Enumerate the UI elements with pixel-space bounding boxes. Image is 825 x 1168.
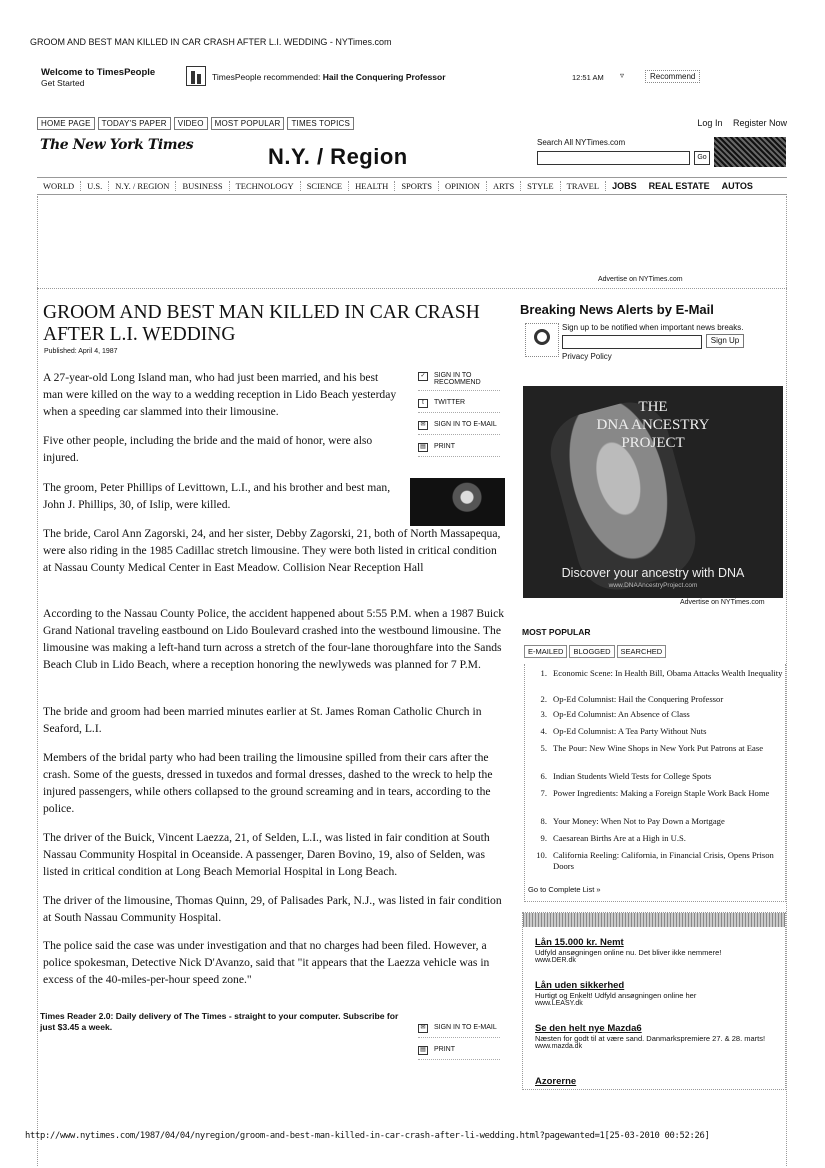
search-input[interactable] [537, 151, 690, 165]
nav-video[interactable]: VIDEO [174, 117, 208, 130]
text-ad-desc: Næsten for godt til at være sand. Danmarkspremiere 27. & 28. marts! [535, 1034, 766, 1043]
get-started-link[interactable]: Get Started [41, 78, 85, 88]
tab-searched[interactable]: SEARCHED [617, 645, 667, 658]
timespeople-welcome[interactable]: Welcome to TimesPeople [41, 67, 156, 78]
most-popular-list: 1. Economic Scene: In Health Bill, Obama Attacks Wealth Inequality 2. Op-Ed Columnist: Hail the Conquering Professor 3. Op-Ed Columnist: An Absence of Class 4. Op-Ed Columnist: A Tea Party Without Nuts 5. The Pour: New Wine Shops in New York Put Patrons at Ease 6. Indian Students Wield Tests for College Spots 7. Power Ingredients: Making a Foreign Staple Work Back Home 8. Your Money: When Not to Pay Down a Mortgage 9. Caesarean Births Are at a High in U.S. 10. California Reeling: California, in Financial Crisis, Opens Prison Doors [524, 664, 786, 902]
article-paragraph: The bride and groom had been married minutes earlier at St. James Roman Catholic Church in Seaford, L.I. [43, 705, 482, 735]
dna-ancestry-ad[interactable] [523, 386, 783, 598]
article-paragraph: The groom, Peter Phillips of Levittown, L.I., and his brother and best man, John J. Phillips, 30, of Islip, were killed. [43, 481, 391, 511]
nav-technology[interactable]: TECHNOLOGY [230, 181, 301, 191]
section-title[interactable]: N.Y. / Region [268, 144, 408, 169]
recommended-prefix: TimesPeople recommended: [212, 72, 321, 82]
nav-business[interactable]: BUSINESS [176, 181, 229, 191]
nav-sports[interactable]: SPORTS [395, 181, 439, 191]
email-tool-label: SIGN IN TO E-MAIL [434, 1024, 497, 1031]
email-tool-label: SIGN IN TO E-MAIL [434, 421, 497, 428]
recommended-title-link[interactable]: Hail the Conquering Professor [322, 72, 446, 82]
nav-us[interactable]: U.S. [81, 181, 109, 191]
printer-icon: ▤ [418, 443, 428, 452]
email-input[interactable] [562, 335, 702, 349]
text-ad[interactable] [535, 1023, 780, 1050]
advertise-link-right[interactable]: Advertise on NYTimes.com [680, 599, 765, 606]
article-paragraph: The driver of the Buick, Vincent Laezza, 21, of Selden, L.I., was listed in fair condition at South Nassau Community Hospital in Oceanside. A passenger, Daren Bovino, 19, also of Selden, was listed in critical condition at Long Beach Memorial Hospital in Long Beach. [43, 831, 490, 878]
timespeople-bar [36, 64, 786, 90]
register-link[interactable]: Register Now [732, 118, 787, 128]
email-tool[interactable] [418, 1024, 500, 1038]
search-label: Search All NYTimes.com [537, 138, 626, 147]
breaking-alerts-title: Breaking News Alerts by E-Mail [520, 302, 714, 317]
text-ad-title[interactable]: Lån 15.000 kr. Nemt [535, 937, 624, 948]
recommend-tool-label: SIGN IN TO RECOMMEND [434, 372, 481, 386]
timespeople-time: 12:51 AM [572, 73, 604, 82]
article-paragraph: Members of the bridal party who had been trailing the limousine spilled from their cars after the crash. Some of the guests, dressed in tuxedos and formal dresses, dashed to the wreck to help the injured passengers, while others collapsed to the ground screaming and in tears, according to the police. [43, 751, 493, 815]
auth-links [689, 118, 787, 128]
published-date: Published: April 4, 1987 [44, 348, 118, 355]
text-ad-title[interactable]: Lån uden sikkerhed [535, 980, 625, 991]
top-nav [37, 117, 357, 130]
article-tools [418, 372, 500, 465]
footer-url: http://www.nytimes.com/1987/04/04/nyregion/groom-and-best-man-killed-in-car-crash-after-li-wedding.html?pagewanted=1[25-03-2010 00:52:26] [25, 1131, 710, 1141]
print-tool-label: PRINT [434, 443, 455, 450]
article-paragraph: According to the Nassau County Police, the accident happened about 5:55 P.M. when a 1987 Buick Grand National traveling eastbound on Lido Boulevard crashed into the westbound limousine. The limousine was making a left-hand turn across a stretch of the four-lane thoroughfare into the Sands Beach Club in Lido Beach, where a reception honoring the newlyweds was planned for 7 P.M. [43, 607, 505, 671]
twitter-tool-label: TWITTER [434, 399, 466, 406]
text-ad[interactable] [535, 1076, 780, 1087]
nav-style[interactable]: STYLE [521, 181, 560, 191]
privacy-policy-link[interactable]: Privacy Policy [562, 352, 612, 361]
ad-tagline: Discover your ancestry with DNA [561, 566, 745, 580]
advertise-link-top[interactable]: Advertise on NYTimes.com [598, 276, 683, 283]
article-paragraph: The bride, Carol Ann Zagorski, 24, and her sister, Debby Zagorski, 21, both of North Massapequa, were also riding in the 1985 Cadillac stretch limousine. They were both listed in critical condition at Nassau County Medical Center in East Meadow. Collision Near Reception Hall [43, 527, 501, 574]
nav-travel[interactable]: TRAVEL [561, 181, 606, 191]
page-border-left [37, 196, 38, 1166]
article-paragraph: A 27-year-old Long Island man, who had just been married, and his best man were killed on the way to a wedding reception in Lido Beach yesterday when a speeding car slammed into their limousine. [43, 371, 397, 418]
text-ad-url[interactable]: www.DER.dk [535, 957, 576, 964]
nav-autos[interactable]: AUTOS [721, 181, 753, 191]
ad-url: www.DNAAncestryProject.com [608, 582, 698, 589]
checkbox-icon: ✓ [418, 372, 428, 381]
article-paragraph: Five other people, including the bride and the maid of honor, were also injured. [43, 434, 373, 464]
print-page-title: GROOM AND BEST MAN KILLED IN CAR CRASH AFTER L.I. WEDDING - NYTimes.com [30, 37, 392, 47]
ad-title-line: DNA ANCESTRY [596, 417, 710, 433]
article-paragraph: The police said the case was under investigation and that no charges had been filed. However, a police spokesman, Detective Nick D'Avanzo, said that "it appears that the Laezza vehicle was in excess of the 40-miles-per-hour speed zone." [43, 939, 490, 986]
complete-list-link[interactable]: Go to Complete List » [528, 885, 601, 894]
nav-real-estate[interactable]: REAL ESTATE [648, 181, 710, 191]
most-popular-tabs [524, 645, 668, 658]
chevron-down-icon[interactable]: ▿ [620, 71, 625, 80]
masthead-ad-image[interactable] [714, 137, 786, 167]
text-ad[interactable] [535, 937, 780, 964]
text-ad-desc: Udfyld ansøgningen online nu. Det bliver ikke nemmere! [535, 948, 722, 957]
text-ad[interactable] [535, 980, 780, 1007]
tab-emailed[interactable]: E-MAILED [524, 645, 567, 658]
nav-jobs[interactable]: JOBS [612, 181, 637, 191]
text-ad-title[interactable]: Azorerne [535, 1076, 577, 1087]
article-thumbnail[interactable] [410, 478, 505, 526]
article-headline: GROOM AND BEST MAN KILLED IN CAR CRASH AFTER L.I. WEDDING [43, 302, 480, 345]
twitter-tool[interactable] [418, 399, 500, 413]
nav-todays-paper[interactable]: TODAY'S PAPER [98, 117, 171, 130]
alert-clock-icon [525, 323, 559, 357]
timespeople-icon [186, 66, 206, 86]
signup-button[interactable]: Sign Up [706, 334, 744, 348]
most-popular-title: MOST POPULAR [522, 627, 591, 637]
signup-description: Sign up to be notified when important news breaks. [562, 323, 744, 332]
envelope-icon: ✉ [418, 421, 428, 430]
email-tool[interactable] [418, 421, 500, 435]
times-reader-promo[interactable]: Times Reader 2.0: Daily delivery of The Times - straight to your computer. Subscribe for just $3.45 a week. [40, 1011, 399, 1032]
nav-world[interactable]: WORLD [37, 181, 81, 191]
nyt-logo[interactable]: The New York Times [40, 137, 194, 153]
print-tool[interactable] [418, 443, 500, 457]
article-tools-bottom [418, 1024, 500, 1068]
twitter-icon: t [418, 399, 428, 408]
nav-opinion[interactable]: OPINION [439, 181, 487, 191]
nav-arts[interactable]: ARTS [487, 181, 521, 191]
search-go-button[interactable]: Go [694, 151, 710, 165]
ad-title-line: THE [638, 399, 668, 415]
nav-health[interactable]: HEALTH [349, 181, 395, 191]
tab-blogged[interactable]: BLOGGED [569, 645, 614, 658]
divider [37, 288, 787, 289]
text-ad-url[interactable]: www.LEASY.dk [535, 1000, 583, 1007]
print-tool[interactable] [418, 1046, 500, 1060]
text-ad-title[interactable]: Se den helt nye Mazda6 [535, 1023, 642, 1034]
printer-icon: ▤ [418, 1046, 428, 1055]
nav-times-topics[interactable]: TIMES TOPICS [287, 117, 354, 130]
nav-ny-region[interactable]: N.Y. / REGION [109, 181, 176, 191]
nav-science[interactable]: SCIENCE [301, 181, 349, 191]
article-paragraph: The driver of the limousine, Thomas Quinn, 29, of Palisades Park, N.J., was listed in fair condition at South Nassau Community Hospital. [43, 894, 502, 924]
recommend-button[interactable]: Recommend [645, 70, 700, 83]
ad-title-line: PROJECT [621, 435, 685, 451]
envelope-icon: ✉ [418, 1024, 428, 1033]
page-border-right [786, 196, 787, 1166]
text-ads-box [522, 912, 786, 1090]
nav-most-popular[interactable]: MOST POPULAR [211, 117, 285, 130]
login-link[interactable]: Log In [697, 118, 723, 128]
section-nav [37, 177, 787, 195]
recommend-tool[interactable] [418, 372, 500, 391]
nav-home-page[interactable]: HOME PAGE [37, 117, 95, 130]
timespeople-recommended [212, 72, 446, 82]
text-ad-desc: Hurtigt og Enkelt! Udfyld ansøgningen online her [535, 991, 697, 1000]
text-ad-url[interactable]: www.mazda.dk [535, 1043, 583, 1050]
print-tool-label: PRINT [434, 1046, 455, 1053]
ads-header [523, 913, 785, 927]
